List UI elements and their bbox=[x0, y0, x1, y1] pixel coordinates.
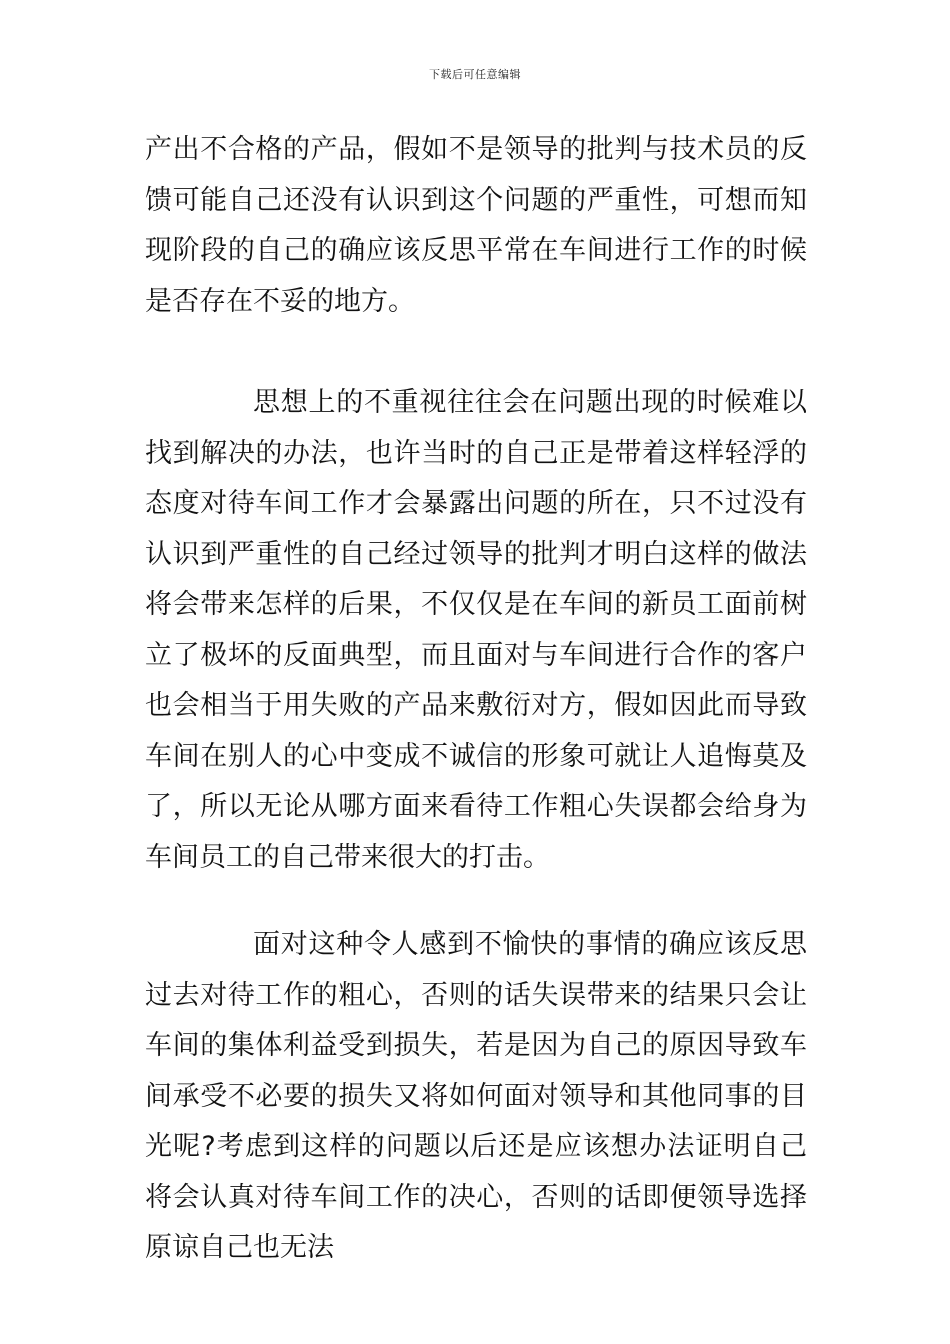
paragraph-3: 面对这种令人感到不愉快的事情的确应该反思过去对待工作的粗心，否则的话失误带来的结果只会让车间的集体利益受到损失，若是因为自己的原因导致车间承受不必要的损失又将如何面对领导和其他同事的目光呢?考虑到这样的问题以后还是应该想办法证明自己将会认真对待车间工作的决心，否则的话即便领导选择原谅自己也无法 bbox=[145, 929, 807, 1263]
paragraph-1: 产出不合格的产品，假如不是领导的批判与技术员的反馈可能自己还没有认识到这个问题的严重性，可想而知现阶段的自己的确应该反思平常在车间进行工作的时候是否存在不妥的地方。 bbox=[145, 134, 807, 317]
paragraph-2: 思想上的不重视往往会在问题出现的时候难以找到解决的办法，也许当时的自己正是带着这样轻浮的态度对待车间工作才会暴露出问题的所在，只不过没有认识到严重性的自己经过领导的批判才明白这样的做法将会带来怎样的后果，不仅仅是在车间的新员工面前树立了极坏的反面典型，而且面对与车间进行合作的客户也会相当于用失败的产品来敷衍对方，假如因此而导致车间在别人的心中变成不诚信的形象可就让人追悔莫及了，所以无论从哪方面来看待工作粗心失误都会给身为车间员工的自己带来很大的打击。 bbox=[145, 387, 807, 873]
page-header: 下载后可任意编辑 bbox=[429, 68, 521, 81]
